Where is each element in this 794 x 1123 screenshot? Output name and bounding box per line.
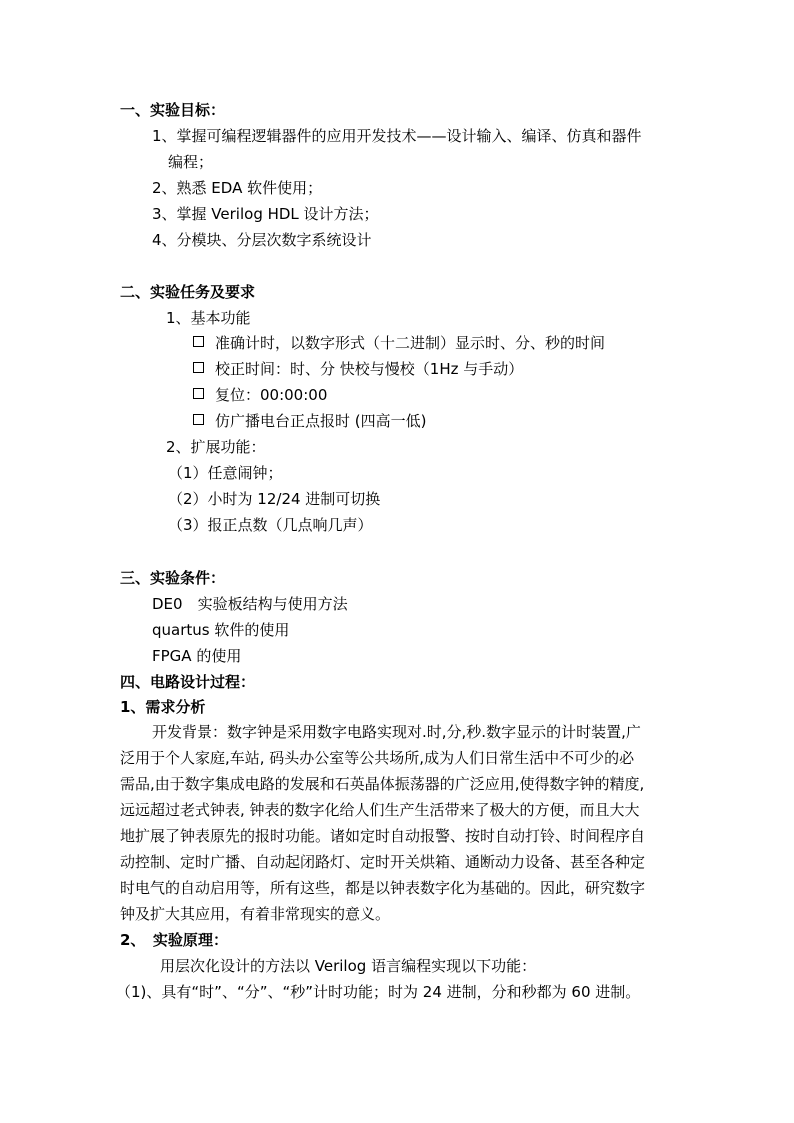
paragraph-line-4: 远远超过老式钟表, 钟表的数字化给人们生产生活带来了极大的方便，而且大大	[120, 801, 640, 819]
goal-item-1-cont: 编程；	[168, 153, 214, 171]
condition-item-1: DE0 实验板结构与使用方法	[152, 595, 348, 613]
ext-item-3: （3）报正点数（几点响几声）	[168, 516, 373, 534]
section1-heading: 一、实验目标：	[120, 101, 226, 119]
requirement-analysis-title: 1、需求分析	[120, 698, 206, 716]
basic-item-4-text: 仿广播电台正点报时 (四高一低)	[215, 412, 427, 430]
basic-item-1-text: 准确计时，以数字形式（十二进制）显示时、分、秒的时间	[215, 334, 606, 352]
paragraph-line-8: 钟及扩大其应用，有着非常现实的意义。	[120, 905, 391, 923]
paragraph-line-7: 时电气的自动启用等，所有这些，都是以钟表数字化为基础的。因此，研究数字	[120, 879, 646, 897]
basic-item-3-text: 复位：00:00:00	[215, 386, 328, 404]
feature-line-1: （1)、具有“时”、“分”、“秒”计时功能；时为 24 进制，分和秒都为 60 进制。	[116, 983, 641, 1001]
checkbox-icon	[193, 388, 204, 399]
goal-item-2: 2、熟悉 EDA 软件使用；	[152, 179, 323, 197]
section4-heading: 四、电路设计过程：	[120, 673, 256, 691]
ext-item-2: （2）小时为 12/24 进制可切换	[168, 490, 381, 508]
condition-item-2: quartus 软件的使用	[152, 621, 290, 639]
paragraph-line-1: 开发背景：数字钟是采用数字电路实现对.时,分,秒.数字显示的计时装置,广	[152, 723, 641, 741]
ext-item-1: （1）任意闹钟；	[168, 464, 283, 482]
checkbox-icon	[193, 414, 204, 425]
goal-item-1: 1、掌握可编程逻辑器件的应用开发技术——设计输入、编译、仿真和器件	[152, 127, 642, 145]
basic-function-title: 1、基本功能	[166, 309, 251, 327]
section2-heading: 二、实验任务及要求	[120, 283, 256, 301]
checkbox-icon	[193, 336, 204, 347]
basic-item-4	[193, 411, 426, 431]
paragraph-line-2: 泛用于个人家庭,车站, 码头办公室等公共场所,成为人们日常生活中不可少的必	[120, 749, 635, 767]
goal-item-4: 4、分模块、分层次数字系统设计	[152, 231, 372, 249]
paragraph-line-6: 动控制、定时广播、自动起闭路灯、定时开关烘箱、通断动力设备、甚至各种定	[120, 853, 646, 871]
basic-item-2-text: 校正时间：时、分 快校与慢校（1Hz 与手动）	[215, 360, 524, 378]
condition-item-3: FPGA 的使用	[152, 647, 242, 665]
checkbox-icon	[193, 362, 204, 373]
section3-heading: 三、实验条件：	[120, 569, 226, 587]
basic-item-3	[193, 385, 327, 405]
paragraph-line-5: 地扩展了钟表原先的报时功能。诸如定时自动报警、按时自动打铃、时间程序自	[120, 827, 646, 845]
basic-item-1	[193, 333, 605, 353]
principle-title: 2、 实验原理：	[120, 931, 228, 949]
basic-item-2	[193, 359, 523, 379]
paragraph-line-3: 需品,由于数字集成电路的发展和石英晶体振荡器的广泛应用,使得数字钟的精度,	[120, 775, 645, 793]
goal-item-3: 3、掌握 Verilog HDL 设计方法；	[152, 205, 379, 223]
extension-function-title: 2、扩展功能：	[166, 438, 266, 456]
principle-line: 用层次化设计的方法以 Verilog 语言编程实现以下功能：	[160, 957, 537, 975]
